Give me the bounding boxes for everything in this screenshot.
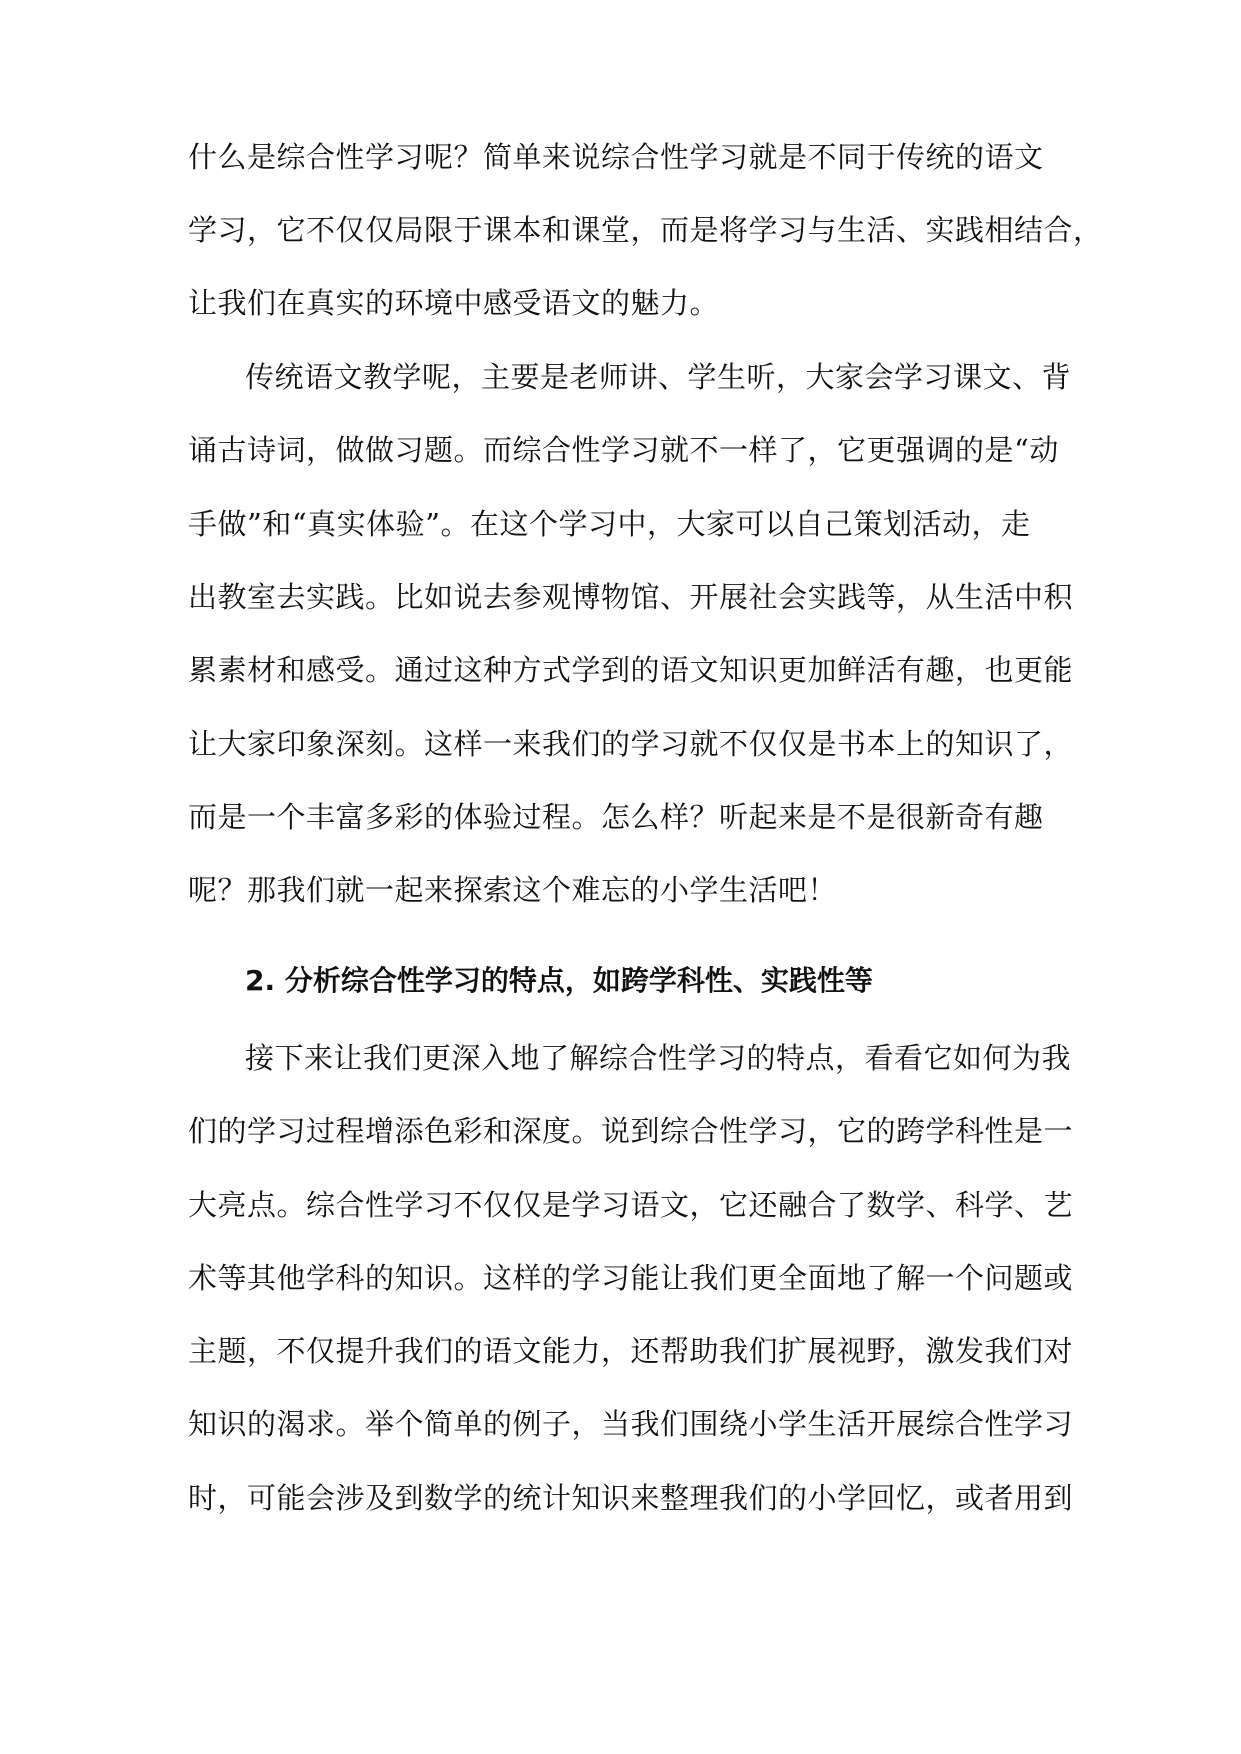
paragraph-2-line-6: 让大家印象深刻。这样一来我们的学习就不仅仅是书本上的知识了， <box>188 727 1074 761</box>
paragraph-3-line-1: 接下来让我们更深入地了解综合性学习的特点，看看它如何为我 <box>245 1041 1072 1075</box>
paragraph-1-line-1: 什么是综合性学习呢？简单来说综合性学习就是不同于传统的语文 <box>188 140 1044 174</box>
paragraph-3-line-4: 术等其他学科的知识。这样的学习能让我们更全面地了解一个问题或 <box>188 1261 1074 1295</box>
paragraph-2-line-2: 诵古诗词，做做习题。而综合性学习就不一样了，它更强调的是“动 <box>188 433 1059 467</box>
paragraph-2-line-3: 手做”和“真实体验”。在这个学习中，大家可以自己策划活动，走 <box>188 507 1031 541</box>
paragraph-2-line-4: 出教室去实践。比如说去参观博物馆、开展社会实践等，从生活中积 <box>188 580 1074 614</box>
paragraph-2-line-8: 呢？那我们就一起来探索这个难忘的小学生活吧！ <box>188 873 838 907</box>
paragraph-3-line-3: 大亮点。综合性学习不仅仅是学习语文，它还融合了数学、科学、艺 <box>188 1188 1074 1222</box>
paragraph-1-line-2: 学习，它不仅仅局限于课本和课堂，而是将学习与生活、实践相结合， <box>188 213 1103 247</box>
paragraph-3-line-7: 时，可能会涉及到数学的统计知识来整理我们的小学回忆，或者用到 <box>188 1481 1074 1515</box>
paragraph-2-line-5: 累素材和感受。通过这种方式学到的语文知识更加鲜活有趣，也更能 <box>188 653 1074 687</box>
paragraph-3-line-2: 们的学习过程增添色彩和深度。说到综合性学习，它的跨学科性是一 <box>188 1114 1074 1148</box>
paragraph-1-line-3: 让我们在真实的环境中感受语文的魅力。 <box>188 286 720 320</box>
paragraph-2-line-7: 而是一个丰富多彩的体验过程。怎么样？听起来是不是很新奇有趣 <box>188 800 1044 834</box>
section-heading: 2. 分析综合性学习的特点，如跨学科性、实践性等 <box>245 964 873 997</box>
paragraph-3-line-5: 主题，不仅提升我们的语文能力，还帮助我们扩展视野，激发我们对 <box>188 1334 1074 1368</box>
paragraph-2-line-1: 传统语文教学呢，主要是老师讲、学生听，大家会学习课文、背 <box>245 360 1072 394</box>
paragraph-3-line-6: 知识的渴求。举个简单的例子，当我们围绕小学生活开展综合性学习 <box>188 1407 1074 1441</box>
